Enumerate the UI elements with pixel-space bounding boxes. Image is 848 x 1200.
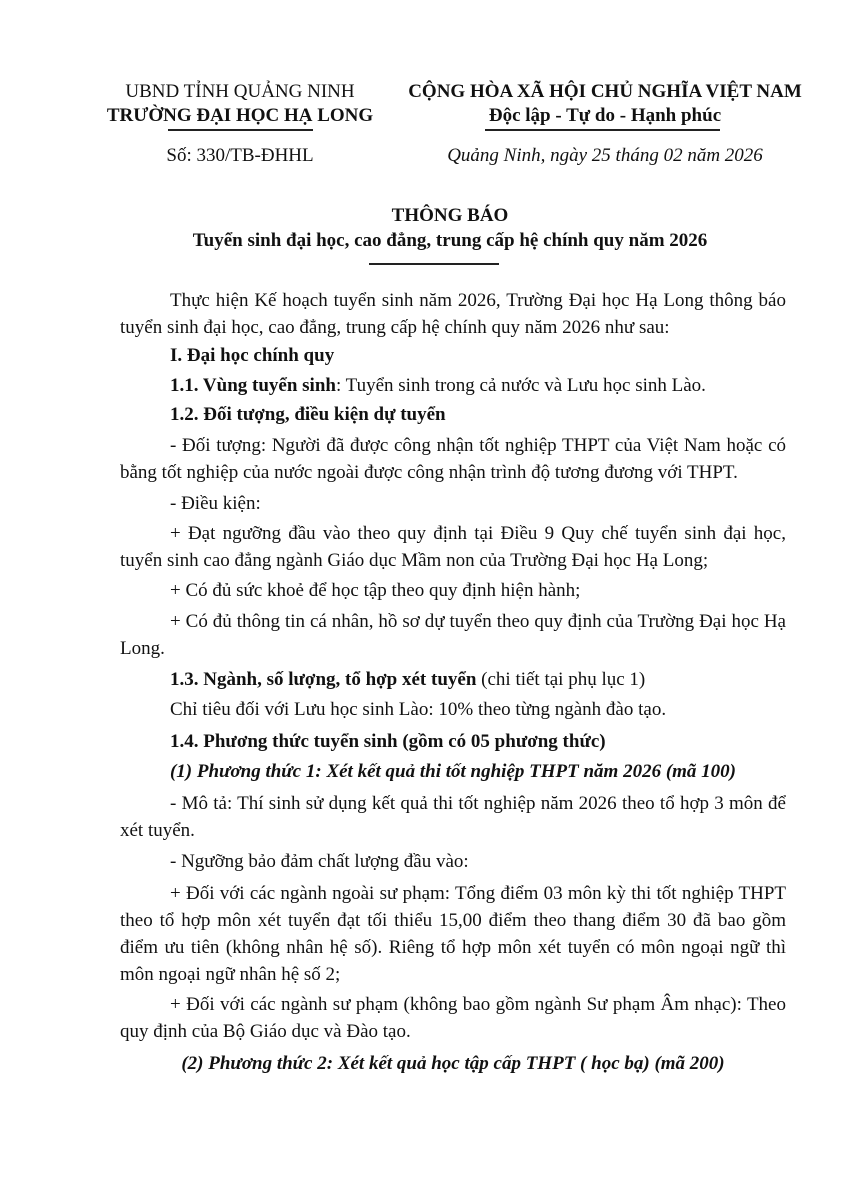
section-heading: I. Đại học chính quy [170,345,335,366]
method-heading: (2) Phương thức 2: Xét kết quả học tập cấp THPT ( học bạ) (mã 200) [181,1053,725,1074]
subsection-1-3 [120,666,786,693]
subsection-heading: 1.3. Ngành, số lượng, tổ hợp xét tuyển [170,669,477,690]
subsection-heading: 1.4. Phương thức tuyển sinh (gồm có 05 phương thức) [170,731,606,752]
paragraph: - Đối tượng: Người đã được công nhận tốt nghiệp THPT của Việt Nam hoặc có bằng tốt nghiệp của nước ngoài được công nhận trình độ tương đương với THPT. [120,435,786,483]
place-date: Quảng Ninh, ngày 25 tháng 02 năm 2026 [447,145,763,166]
issuer-underline [168,129,313,131]
paragraph: + Đối với các ngành sư phạm (không bao gồm ngành Sư phạm Âm nhạc): Theo quy định của Bộ Giáo dục và Đào tạo. [120,994,786,1042]
national-motto-block [395,80,815,128]
document-title: THÔNG BÁO [391,205,509,226]
subsection-heading: 1.1. Vùng tuyển sinh [170,375,336,396]
issuer-block [95,80,385,128]
method-heading: (1) Phương thức 1: Xét kết quả thi tốt nghiệp THPT năm 2026 (mã 100) [169,761,737,782]
paragraph: - Mô tả: Thí sinh sử dụng kết quả thi tốt nghiệp năm 2026 theo tổ hợp 3 môn để xét tuyển. [120,793,786,841]
paragraph-text: : Tuyển sinh trong cả nước và Lưu học sinh Lào. [335,375,706,396]
national-title: CỘNG HÒA XÃ HỘI CHỦ NGHĨA VIỆT NAM [408,81,802,102]
title-block [90,203,810,253]
document-number: Số: 330/TB-ĐHHL [166,145,314,166]
paragraph-text: (chi tiết tại phụ lục 1) [476,669,646,690]
document-subtitle: Tuyển sinh đại học, cao đẳng, trung cấp hệ chính quy năm 2026 [192,230,708,251]
subsection-heading: 1.2. Đối tượng, điều kiện dự tuyển [170,404,446,425]
issuer-province: UBND TỈNH QUẢNG NINH [125,81,355,102]
title-underline [369,263,499,265]
paragraph: - Điều kiện: [170,493,261,514]
paragraph: + Có đủ sức khoẻ để học tập theo quy định hiện hành; [170,580,581,601]
issuer-university: TRƯỜNG ĐẠI HỌC HẠ LONG [106,105,374,126]
paragraph: Chỉ tiêu đối với Lưu học sinh Lào: 10% theo từng ngành đào tạo. [170,699,667,720]
intro-paragraph: Thực hiện Kế hoạch tuyển sinh năm 2026, Trường Đại học Hạ Long thông báo tuyển sinh đại học, cao đẳng, trung cấp hệ chính quy năm 2026 như sau: [120,290,786,338]
paragraph: + Có đủ thông tin cá nhân, hồ sơ dự tuyển theo quy định của Trường Đại học Hạ Long. [120,611,786,659]
paragraph: + Đối với các ngành ngoài sư phạm: Tổng điểm 03 môn kỳ thi tốt nghiệp THPT theo tổ hợp môn xét tuyển đạt tối thiểu 15,00 điểm theo thang điểm 30 đã bao gồm điểm ưu tiên (không nhân hệ số). Riêng tổ hợp môn xét tuyển có môn ngoại ngữ thì môn ngoại ngữ nhân hệ số 2; [120,883,786,985]
paragraph: - Ngưỡng bảo đảm chất lượng đầu vào: [170,851,469,872]
subsection-1-1 [120,372,786,399]
national-motto: Độc lập - Tự do - Hạnh phúc [488,105,722,126]
motto-underline [485,129,720,131]
paragraph: + Đạt ngưỡng đầu vào theo quy định tại Điều 9 Quy chế tuyển sinh đại học, tuyển sinh cao đẳng ngành Giáo dục Mầm non của Trường Đại học Hạ Long; [120,523,786,571]
